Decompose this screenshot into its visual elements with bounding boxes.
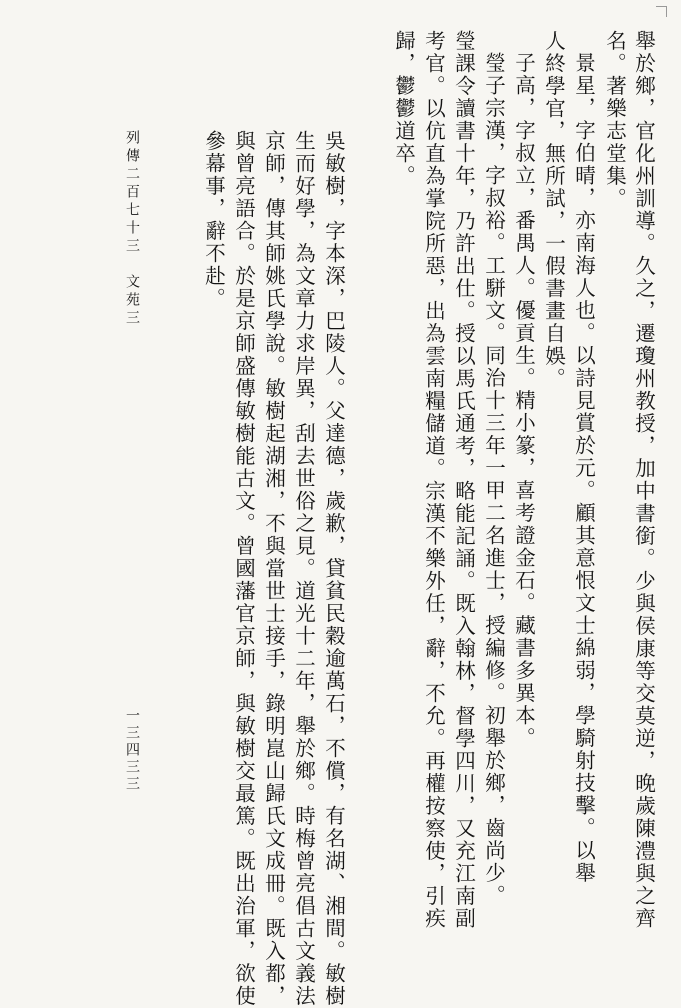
running-title: 列傳二百七十三 文苑三 (124, 130, 140, 328)
text-column-1: 舉於鄉，官化州訓導。久之，遷瓊州教授，加中書銜。少與侯康等交莫逆，晚歲陳澧與之齊 (631, 30, 656, 930)
text-column-6: 瑩子宗漢，字叔裕。工駢文。同治十三年一甲二名進士，授編修。初舉於鄉，齒尚少。 (481, 52, 506, 907)
text-column-9: 歸，鬱鬱道卒。 (391, 30, 416, 188)
text-column-11: 生而好學，為文章力求岸異，刮去世俗之見。道光十二年，舉於鄉。時梅曾亮倡古文義法 (291, 130, 316, 1008)
corner-crop-mark (656, 6, 667, 17)
text-column-4: 人終學官，無所試，一假書畫自娛。 (541, 30, 566, 390)
text-column-13: 與曾亮語合。於是京師盛傳敏樹能古文。曾國藩官京師，與敏樹交最篤。既出治軍，欲使 (231, 130, 256, 1008)
text-column-7: 瑩課令讀書十年，乃許出仕。授以馬氏通考，略能記誦。既入翰林，督學四川，又充江南副 (451, 30, 476, 930)
text-column-2: 名。著樂志堂集。 (602, 30, 627, 210)
page-number: 一三四三三 (124, 708, 140, 793)
text-column-5: 子高，字叔立，番禺人。優貢生。精小篆，喜考證金石。藏書多異本。 (511, 52, 536, 750)
text-column-14: 參幕事，辭不赴。 (201, 130, 226, 310)
text-column-10: 吳敏樹，字本深，巴陵人。父達德，歲歉，貸貧民穀逾萬石，不償，有名湖、湘間。敏樹 (321, 130, 346, 1008)
text-column-3: 景星，字伯晴，亦南海人也。以詩見賞於元。顧其意恨文士綿弱，學騎射技擊。以舉 (571, 52, 596, 885)
text-column-12: 京師，傳其師姚氏學說。敏樹起湖湘，不與當世士接手，錄明崑山歸氏文成冊。既入都， (261, 130, 286, 1008)
text-column-8: 考官。以伉直為掌院所惡，出為雲南糧儲道。宗漢不樂外任，辭，不允。再權按察使，引疾 (421, 30, 446, 930)
